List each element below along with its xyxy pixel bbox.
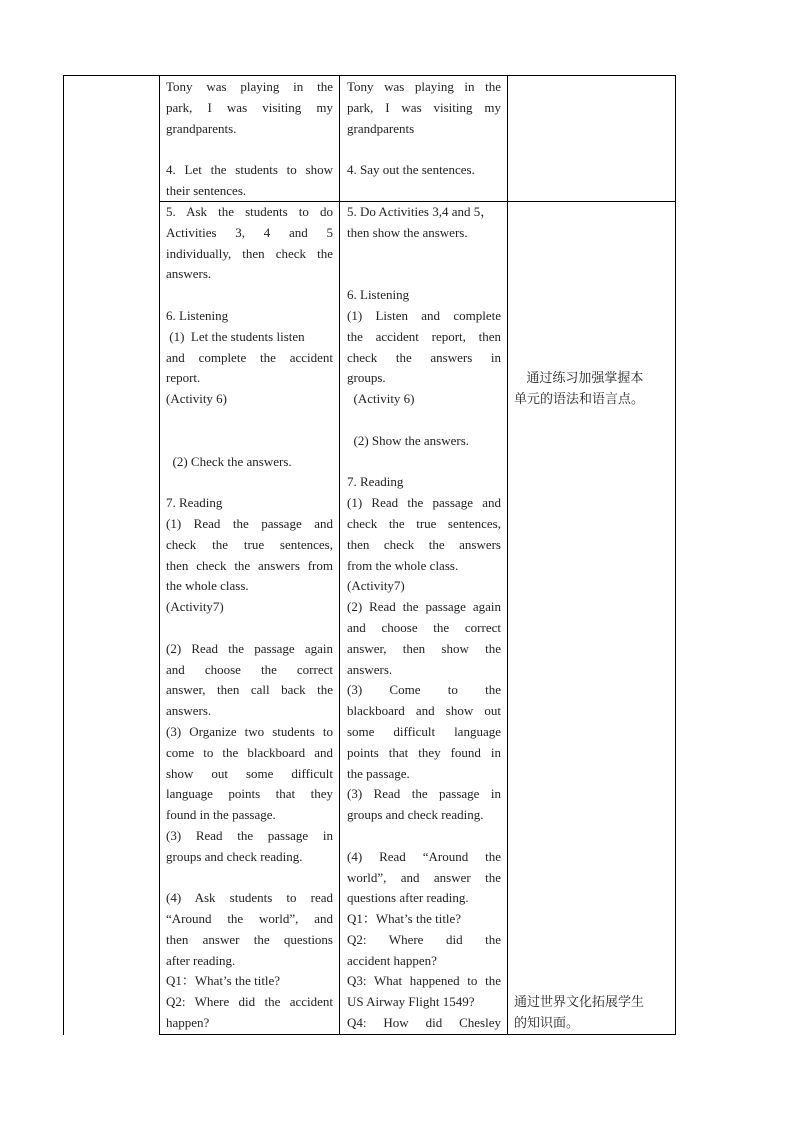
text-line: park, I was visiting my (166, 99, 333, 115)
text-line: check the true sentences, (347, 515, 501, 531)
text-line: come to the blackboard and (166, 744, 333, 760)
text-line: then answer the questions (166, 931, 333, 947)
text-line: groups. (347, 370, 386, 386)
text-line: from the whole class. (347, 557, 459, 573)
text-line (166, 139, 333, 160)
column-line-3 (507, 75, 508, 1035)
text-line: Q1：What’s the title? (166, 973, 281, 989)
text-line (347, 410, 501, 431)
text-line: found in the passage. (166, 807, 276, 823)
text-line: (3) Read the passage in (166, 827, 333, 843)
text-line: happen? (166, 1015, 210, 1031)
text-line (166, 410, 333, 431)
text-line: the passage. (347, 765, 410, 781)
text-line: 4. Say out the sentences. (347, 162, 475, 178)
text-line: then check the answers (347, 536, 501, 552)
text-line: US Airway Flight 1549? (347, 994, 475, 1010)
text-line: (1) Read the passage and (347, 495, 501, 511)
text-line: Tony was playing in the (166, 79, 333, 94)
text-line: answers. (166, 266, 212, 282)
text-line (166, 868, 333, 889)
text-line: check the true sentences, (166, 536, 333, 552)
text-line: 5. Ask the students to do (166, 204, 333, 219)
text-line: report. (166, 370, 201, 386)
text-line: 的知识面。 (514, 1015, 580, 1031)
text-line: (3) Come to the (347, 682, 501, 698)
text-line: the whole class. (166, 578, 249, 594)
teacher-activity-cell (166, 77, 333, 201)
text-line (347, 826, 501, 847)
design-purpose-note-grammar (514, 369, 670, 413)
text-line: groups and check reading. (347, 807, 484, 823)
text-line: 7. Reading (166, 495, 223, 511)
table-outer-left-line (63, 75, 64, 1035)
text-line: (2) Check the answers. (166, 453, 292, 469)
text-line: then show the answers. (347, 224, 468, 240)
text-line (166, 431, 333, 452)
text-line: 6. Listening (166, 307, 229, 323)
design-purpose-cell (514, 77, 670, 201)
text-line (166, 472, 333, 493)
text-line: individually, then check the (166, 245, 333, 261)
text-line: 7. Reading (347, 474, 404, 490)
text-line: Q1：What’s the title? (347, 911, 462, 927)
text-line: Tony was playing in the (347, 79, 501, 94)
text-line: language points that they (166, 786, 333, 802)
text-line: check the answers in (347, 349, 501, 365)
text-line: 通过世界文化拓展学生 (514, 995, 645, 1010)
text-line (347, 452, 501, 473)
text-line (347, 264, 501, 285)
text-line (166, 285, 333, 306)
text-line: (1) Let the students listen (166, 328, 305, 344)
text-line: (Activity 6) (347, 391, 415, 407)
text-line: answer, then show the (347, 640, 501, 656)
text-line: after reading. (166, 952, 236, 968)
design-purpose-note-culture (514, 993, 670, 1035)
text-line: accident happen? (347, 952, 437, 968)
column-line-2 (339, 75, 340, 1035)
text-line: (4) Ask students to read (166, 890, 333, 906)
text-line: park, I was visiting my (347, 99, 501, 115)
text-line: world”, and answer the (347, 869, 501, 885)
text-line: answers. (166, 703, 212, 719)
text-line: (1) Listen and complete (347, 307, 501, 323)
text-line: blackboard and show out (347, 703, 501, 719)
table-top-line (63, 75, 675, 76)
text-line: Activities 3, 4 and 5 (166, 224, 333, 240)
text-line: and complete the accident (166, 349, 333, 365)
text-line: answers. (347, 661, 393, 677)
text-line: 4. Let the students to show (166, 162, 333, 178)
student-activity-cell (347, 77, 501, 201)
text-line (347, 244, 501, 265)
text-line: grandparents (347, 120, 415, 136)
text-line: points that they found in (347, 744, 501, 760)
text-line: and choose the correct (166, 661, 333, 677)
text-line: “Around the world”, and (166, 911, 333, 927)
text-line: 5. Do Activities 3,4 and 5， (347, 204, 494, 219)
table-right-line (675, 75, 676, 1035)
teacher-activity-cell (166, 202, 333, 1034)
text-line: groups and check reading. (166, 848, 303, 864)
text-line: (3) Read the passage in (347, 786, 501, 802)
text-line: (2) Read the passage again (166, 640, 333, 656)
text-line: 单元的语法和语言点。 (514, 391, 645, 407)
text-line: grandparents. (166, 120, 237, 136)
text-line: (3) Organize two students to (166, 723, 333, 739)
text-line: (2) Show the answers. (347, 432, 470, 448)
text-line: (Activity 6) (166, 391, 228, 407)
text-line: 通过练习加强掌握本 (514, 371, 644, 386)
text-line: questions after reading. (347, 890, 469, 906)
text-line: the accident report, then (347, 328, 501, 344)
text-line: Q3: What happened to the (347, 973, 501, 989)
text-line: Q2: Where did the accident (166, 994, 333, 1010)
text-line: (Activity7) (347, 578, 405, 594)
text-line: and choose the correct (347, 619, 501, 635)
text-line: then check the answers from (166, 557, 333, 573)
text-line: Q4: How did Chesley (347, 1015, 501, 1031)
text-line (347, 139, 501, 160)
text-line: (2) Read the passage again (347, 599, 501, 615)
text-line: their sentences. (166, 182, 247, 198)
text-line: 6. Listening (347, 287, 410, 303)
text-line: (1) Read the passage and (166, 515, 333, 531)
text-line: some difficult language (347, 723, 501, 739)
text-line: show out some difficult (166, 765, 333, 781)
column-line-1 (159, 75, 160, 1035)
text-line: Q2: Where did the (347, 931, 501, 947)
text-line: (4) Read “Around the (347, 848, 501, 864)
student-activity-cell (347, 202, 501, 1034)
text-line: answer, then call back the (166, 682, 333, 698)
text-line: (Activity7) (166, 599, 224, 615)
text-line (166, 618, 333, 639)
